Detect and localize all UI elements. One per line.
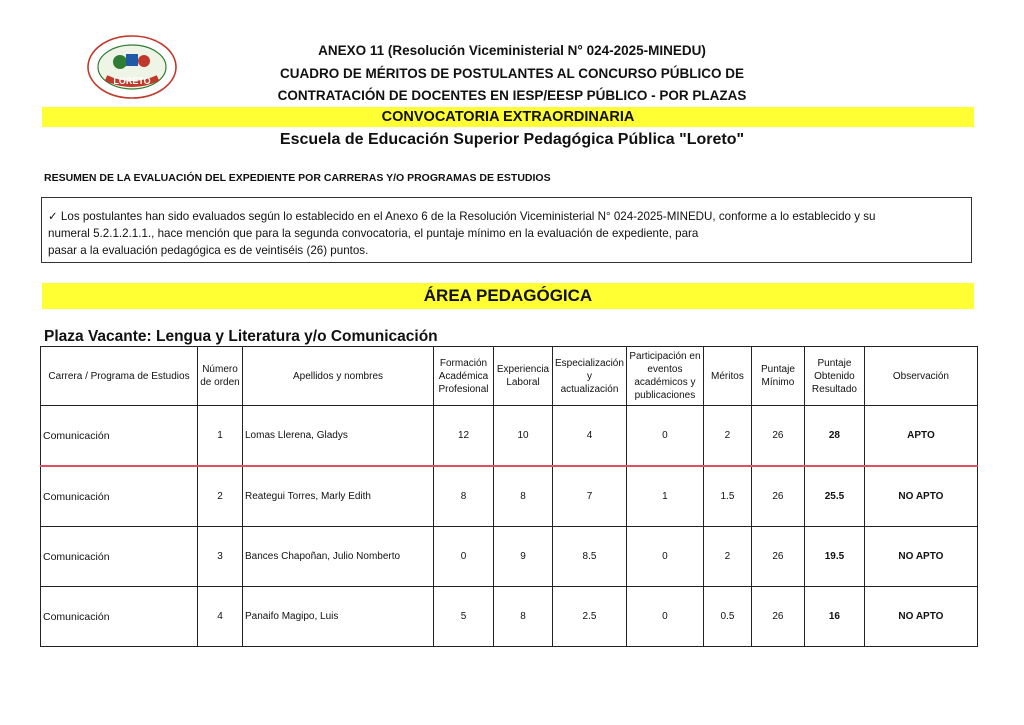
cell-experiencia: 8 [494, 587, 553, 647]
col-especializacion: Especialización y actualización [553, 347, 627, 406]
cell-especializacion: 7 [553, 466, 627, 527]
cell-carrera: Comunicación [41, 466, 198, 527]
cell-observacion: NO APTO [864, 587, 977, 647]
col-numero: Número de orden [198, 347, 243, 406]
convocatoria-banner: CONVOCATORIA EXTRAORDINARIA [42, 107, 974, 127]
cell-meritos: 2 [703, 406, 751, 467]
cell-minimo: 26 [751, 406, 804, 467]
cell-especializacion: 4 [553, 406, 627, 467]
table-row [41, 587, 978, 647]
table-header-row [41, 347, 978, 406]
plaza-title: Plaza Vacante: Lengua y Literatura y/o Comunicación [44, 328, 438, 345]
svg-text:LORETO: LORETO [113, 76, 151, 86]
cell-carrera: Comunicación [41, 527, 198, 587]
cell-experiencia: 8 [494, 466, 553, 527]
resumen-title: RESUMEN DE LA EVALUACIÓN DEL EXPEDIENTE POR CARRERAS Y/O PROGRAMAS DE ESTUDIOS [44, 172, 551, 184]
col-puntaje-minimo: Puntaje Mínimo [751, 347, 804, 406]
col-carrera: Carrera / Programa de Estudios [41, 347, 198, 406]
cell-observacion: NO APTO [864, 466, 977, 527]
cell-meritos: 0.5 [703, 587, 751, 647]
col-observacion: Observación [864, 347, 977, 406]
cell-formacion: 0 [434, 527, 494, 587]
cell-obtenido: 19.5 [804, 527, 864, 587]
cell-especializacion: 2.5 [553, 587, 627, 647]
school-name: Escuela de Educación Superior Pedagógica Pública "Loreto" [279, 131, 745, 148]
cell-formacion: 5 [434, 587, 494, 647]
evaluation-note [41, 197, 972, 263]
cell-carrera: Comunicación [41, 587, 198, 647]
cell-nombre: Reategui Torres, Marly Edith [243, 466, 434, 527]
cell-participacion: 0 [626, 527, 703, 587]
cell-orden: 2 [198, 466, 243, 527]
cell-orden: 3 [198, 527, 243, 587]
cell-minimo: 26 [751, 587, 804, 647]
table-row [41, 527, 978, 587]
cell-nombre: Bances Chapoñan, Julio Nomberto [243, 527, 434, 587]
cell-orden: 1 [198, 406, 243, 467]
cell-minimo: 26 [751, 466, 804, 527]
col-formacion: Formación Académica Profesional [434, 347, 494, 406]
cell-obtenido: 25.5 [804, 466, 864, 527]
table-row [41, 406, 978, 467]
cell-participacion: 0 [626, 406, 703, 467]
cell-participacion: 0 [626, 587, 703, 647]
header-anexo: ANEXO 11 (Resolución Viceministerial N° 024-2025-MINEDU) [318, 43, 706, 58]
cell-participacion: 1 [626, 466, 703, 527]
header-cuadro: CUADRO DE MÉRITOS DE POSTULANTES AL CONCURSO PÚBLICO DE [279, 66, 745, 81]
cell-meritos: 1.5 [703, 466, 751, 527]
cell-meritos: 2 [703, 527, 751, 587]
cell-formacion: 8 [434, 466, 494, 527]
col-nombres: Apellidos y nombres [243, 347, 434, 406]
cell-obtenido: 16 [804, 587, 864, 647]
area-banner: ÁREA PEDAGÓGICA [42, 283, 974, 309]
cell-experiencia: 9 [494, 527, 553, 587]
cell-carrera: Comunicación [41, 406, 198, 467]
cell-orden: 4 [198, 587, 243, 647]
col-experiencia: Experiencia Laboral [494, 347, 553, 406]
cell-obtenido: 28 [804, 406, 864, 467]
note-line-2: numeral 5.2.1.2.1.1., hace mención que para la segunda convocatoria, el puntaje mínimo en la evaluación de expediente, para [48, 227, 699, 240]
cell-nombre: Lomas Llerena, Gladys [243, 406, 434, 467]
note-line-1: ✓ Los postulantes han sido evaluados según lo establecido en el Anexo 6 de la Resolución Viceministerial N° 024-2025-MINEDU, conforme a lo establecido y su [48, 210, 876, 223]
header-contratacion: CONTRATACIÓN DE DOCENTES EN IESP/EESP PÚBLICO - POR PLAZAS [277, 88, 747, 103]
col-puntaje-obtenido: Puntaje Obtenido Resultado [804, 347, 864, 406]
cell-experiencia: 10 [494, 406, 553, 467]
cell-observacion: APTO [864, 406, 977, 467]
cell-nombre: Panaifo Magipo, Luis [243, 587, 434, 647]
merit-table [40, 346, 978, 647]
note-line-3: pasar a la evaluación pedagógica es de veintiséis (26) puntos. [48, 244, 369, 257]
cell-minimo: 26 [751, 527, 804, 587]
cell-observacion: NO APTO [864, 527, 977, 587]
col-meritos: Méritos [703, 347, 751, 406]
cell-especializacion: 8.5 [553, 527, 627, 587]
col-participacion: Participación en eventos académicos y publicaciones [626, 347, 703, 406]
table-row [41, 466, 978, 527]
cell-formacion: 12 [434, 406, 494, 467]
